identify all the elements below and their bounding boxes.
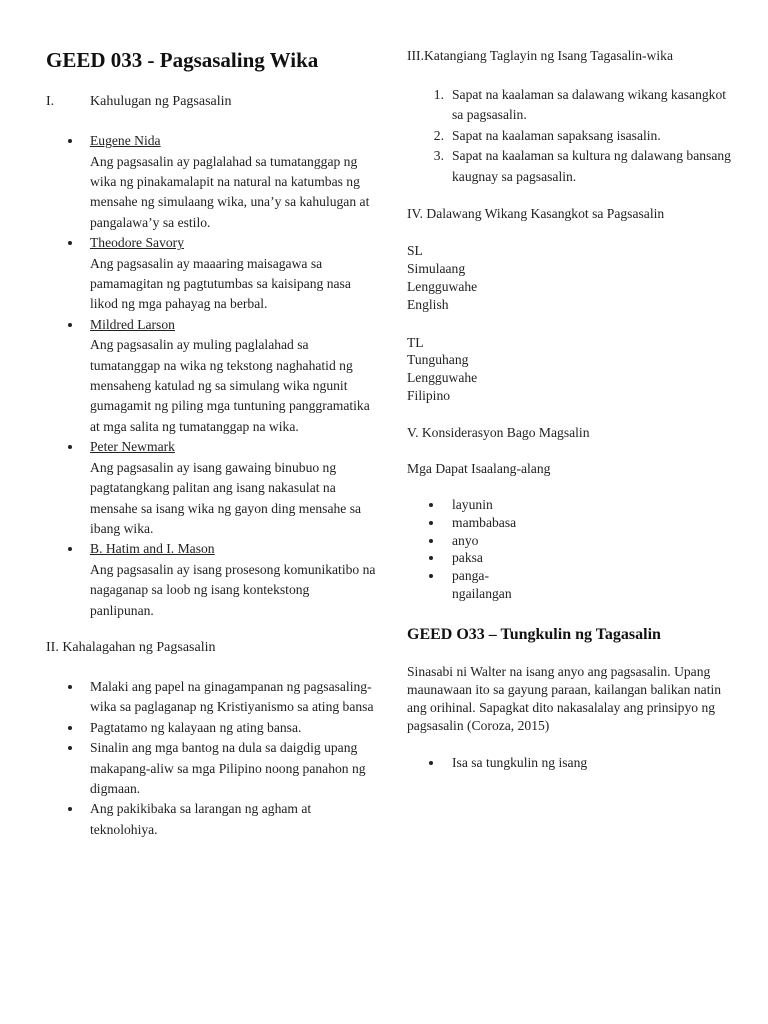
target-language-line: Lengguwahe	[407, 370, 478, 386]
section-1-heading	[46, 93, 376, 111]
author-name: Theodore Savory	[90, 235, 184, 251]
list-item: Isa sa tungkulin ng isang	[407, 754, 652, 772]
author-name: Peter Newmark	[90, 439, 175, 455]
section-6-paragraph: Sinasabi ni Walter na isang anyo ang pagsasalin. Upang maunawaan ito sa gayung paraan, kailangan balikan natin ang orihinal. Sapagkat dito nakasalalay ang prinsipyo ng pagsasalin (Coroza, 2015)	[407, 663, 722, 733]
list-item	[407, 85, 737, 126]
section-3-heading: III.Katangiang Taglayin ng Isang Tagasalin-wika	[407, 48, 673, 63]
considerations-list	[407, 496, 737, 603]
list-item	[407, 146, 737, 187]
definition-text: Ang pagsasalin ay isang gawaing binubuo ng pagtatangkang palitan ang isang nakasulat na mensahe sa isang wika ng gayon ding mensahe sa ibang wika.	[90, 459, 362, 536]
section-2-heading: II. Kahalagahan ng Pagsasalin	[46, 639, 216, 655]
list-item: anyo	[407, 532, 542, 550]
right-column	[407, 47, 737, 772]
definition-text: Ang pagsasalin ay paglalahad sa tumatanggap ng wika ng pinakamalapit na natural na katumbas ng mensahe ng simulaang wika, una’y sa kahulugan at pangalawa’y sa estilo.	[90, 153, 370, 230]
importance-list	[46, 677, 376, 840]
target-language-line: Filipino	[407, 388, 451, 404]
item-number: 2.	[433, 127, 444, 143]
target-language-abbr: TL	[407, 334, 424, 350]
source-language-abbr: SL	[407, 242, 423, 258]
author-name: Eugene Nida	[90, 133, 161, 149]
item-text: Sapat na kaalaman sapaksang isasalin.	[452, 127, 661, 143]
list-item: mambabasa	[407, 514, 542, 532]
target-language-line: Tunguhang	[407, 352, 469, 368]
list-item: Pagtatamo ng kalayaan ng ating bansa.	[46, 718, 376, 738]
section-6-title: GEED O33 – Tungkulin ng Tagasalin	[407, 625, 661, 643]
definition-text: Ang pagsasalin ay isang prosesong komunikatibo na nagaganap sa loob ng isang kontekstong panlipunan.	[90, 561, 376, 618]
item-number: 1.	[433, 87, 444, 102]
definition-item	[46, 315, 376, 437]
definition-item	[46, 437, 376, 539]
list-item: paksa	[407, 549, 542, 567]
item-text: Sapat na kaalaman sa dalawang wikang kasangkot sa pagsasalin.	[452, 87, 727, 123]
list-item	[407, 126, 737, 146]
qualities-list	[407, 85, 737, 187]
section-1-title: Kahulugan ng Pagsasalin	[90, 94, 232, 110]
source-language-line: Lengguwahe	[407, 278, 478, 294]
definition-item	[46, 233, 376, 315]
document-title: GEED 033 - Pagsasaling Wika	[46, 48, 319, 72]
section-1-number: I.	[46, 94, 55, 110]
definition-item	[46, 539, 376, 621]
list-item: Ang pakikibaka sa larangan ng agham at teknolohiya.	[46, 799, 376, 840]
definition-text: Ang pagsasalin ay muling paglalahad sa tumatanggap na wika ng tekstong naghahatid ng mensaheng katulad ng sa simulang wika ngunit gumagamit ng piling mga tuntuning panggramatika at mga salita ng tumatanggap na wika.	[90, 337, 370, 434]
source-language-line: English	[407, 296, 449, 312]
list-item: layunin	[407, 496, 542, 514]
section-5-subheading: Mga Dapat Isaalang-alang	[407, 461, 551, 477]
definition-item	[46, 131, 376, 233]
definition-list	[46, 131, 376, 621]
item-number: 3.	[433, 148, 444, 164]
definition-text: Ang pagsasalin ay maaaring maisagawa sa pamamagitan ng pagtutumbas sa kaisipang nasa likod ng mga pahayag na berbal.	[90, 255, 351, 312]
item-text: Sapat na kaalaman sa kultura ng dalawang bansang kaugnay sa pagsasalin.	[452, 148, 731, 184]
left-column	[46, 48, 376, 840]
list-item: panga-ngailangan	[407, 567, 512, 603]
author-name: Mildred Larson	[90, 316, 175, 332]
duties-list	[407, 754, 737, 772]
section-5-heading: V. Konsiderasyon Bago Magsalin	[407, 425, 590, 441]
list-item: Sinalin ang mga bantog na dula sa daigdig upang makapang-aliw sa mga Pilipino noong panahon ng digmaan.	[46, 738, 376, 799]
source-language-line: Simulaang	[407, 260, 466, 276]
list-item: Malaki ang papel na ginagampanan ng pagsasaling-wika sa paglaganap ng Kristiyanismo sa ating bansa	[46, 677, 376, 718]
author-name: B. Hatim and I. Mason	[90, 541, 215, 557]
section-4-heading: IV. Dalawang Wikang Kasangkot sa Pagsasalin	[407, 206, 665, 222]
